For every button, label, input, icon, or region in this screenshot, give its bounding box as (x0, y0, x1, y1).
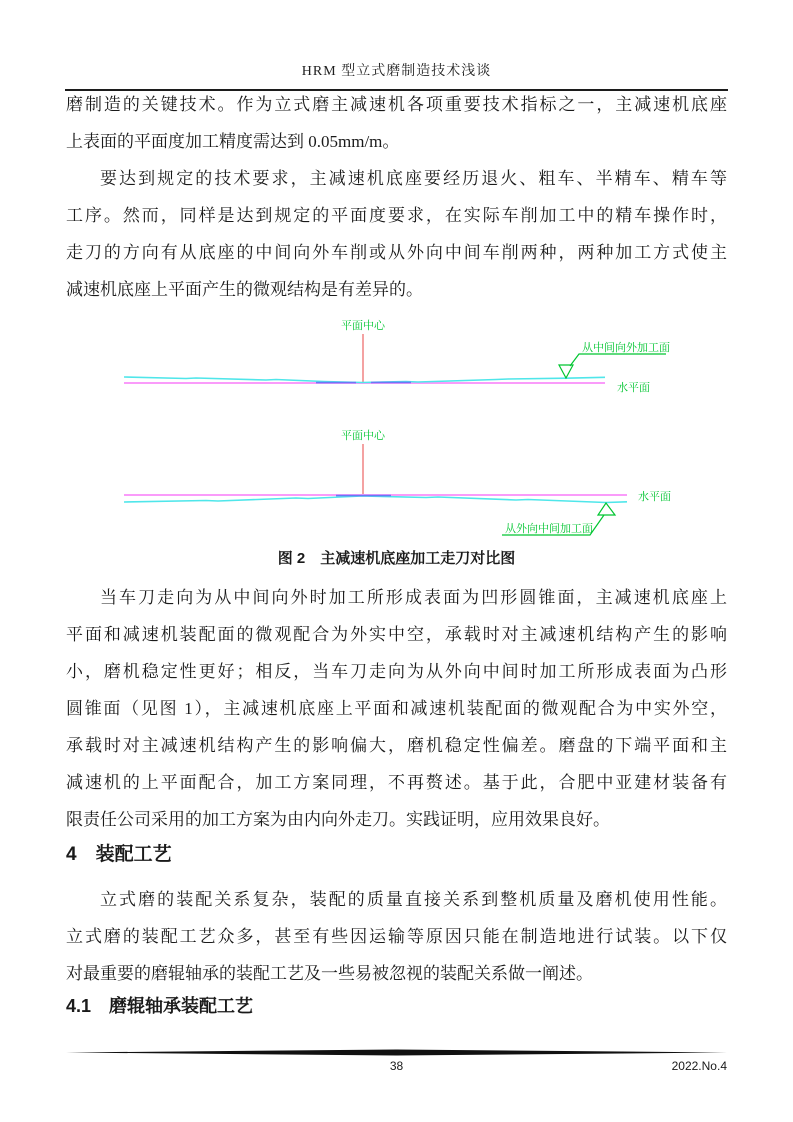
text-line: 承载时对主减速机结构产生的影响偏大，磨机稳定性偏差。磨盘的下端平面和主 (66, 736, 727, 755)
text-line: 减速机底座上平面产生的微观结构是有差异的。 (66, 280, 423, 299)
text-line: 当车刀走向为从中间向外时加工所形成表面为凹形圆锥面，主减速机底座上 (100, 588, 727, 607)
page-number: 38 (389, 1059, 404, 1073)
text-line: 工序。然而，同样是达到规定的平面度要求，在实际车削加工中的精车操作时， (66, 206, 727, 225)
paragraph (66, 881, 727, 992)
page-body (66, 86, 727, 1020)
footer-rule (66, 1049, 727, 1056)
issue-number: 2022.No.4 (671, 1059, 727, 1073)
page-header-title: HRM 型立式磨制造技术浅谈 (301, 64, 492, 79)
surface-label: 从外向中间加工面 (505, 523, 593, 535)
leader-line (570, 354, 666, 366)
text-line: 立式磨的装配工艺众多，甚至有些因运输等原因只能在制造地进行试装。以下仅 (66, 927, 727, 946)
text-line: 对最重要的磨辊轴承的装配工艺及一些易被忽视的装配关系做一阐述。 (66, 964, 593, 983)
text-line: 立式磨的装配关系复杂，装配的质量直接关系到整机质量及磨机使用性能。 (100, 890, 727, 909)
section-heading-4-1: 4.1 磨辊轴承装配工艺 (66, 996, 254, 1016)
machined-surface-curve (124, 496, 627, 503)
figure-2-machining-diagram (66, 308, 727, 544)
text-line: 小，磨机稳定性更好；相反，当车刀走向为从外向中间时加工所形成表面为凸形 (66, 662, 727, 681)
plane-center-label: 平面中心 (341, 430, 385, 442)
surface-finish-symbol (598, 503, 615, 515)
text-line: 上表面的平面度加工精度需达到 0.05mm/m。 (66, 132, 400, 151)
paragraph (66, 86, 727, 160)
surface-label: 从中间向外加工面 (582, 342, 670, 354)
machined-surface-curve (124, 377, 605, 383)
page-footer (66, 1057, 727, 1075)
text-line: 限责任公司采用的加工方案为由内向外走刀。实践证明，应用效果良好。 (66, 810, 610, 829)
horizontal-plane-label: 水平面 (638, 491, 671, 503)
paragraph (66, 579, 727, 838)
text-line: 磨制造的关键技术。作为立式磨主减速机各项重要技术指标之一，主减速机底座 (66, 95, 727, 114)
text-line: 要达到规定的技术要求，主减速机底座要经历退火、粗车、半精车、精车等 (100, 169, 727, 188)
surface-finish-symbol (559, 365, 573, 378)
text-line: 平面和减速机装配面的微观配合为外实中空，承载时对主减速机结构产生的影响 (66, 625, 727, 644)
horizontal-plane-label: 水平面 (617, 382, 650, 394)
paragraph (66, 160, 727, 308)
text-line: 减速机的上平面配合，加工方案同理，不再赘述。基于此，合肥中亚建材装备有 (66, 773, 727, 792)
text-line: 圆锥面（见图 1），主减速机底座上平面和减速机装配面的微观配合为中实外空， (66, 699, 727, 718)
lens-rule-shape (66, 1050, 727, 1056)
text-line: 走刀的方向有从底座的中间向外车削或从外向中间车削两种，两种加工方式使主 (66, 243, 727, 262)
figure-caption: 图 2 主减速机底座加工走刀对比图 (277, 550, 516, 567)
plane-center-label: 平面中心 (341, 320, 385, 332)
section-heading-4: 4 装配工艺 (66, 844, 172, 865)
